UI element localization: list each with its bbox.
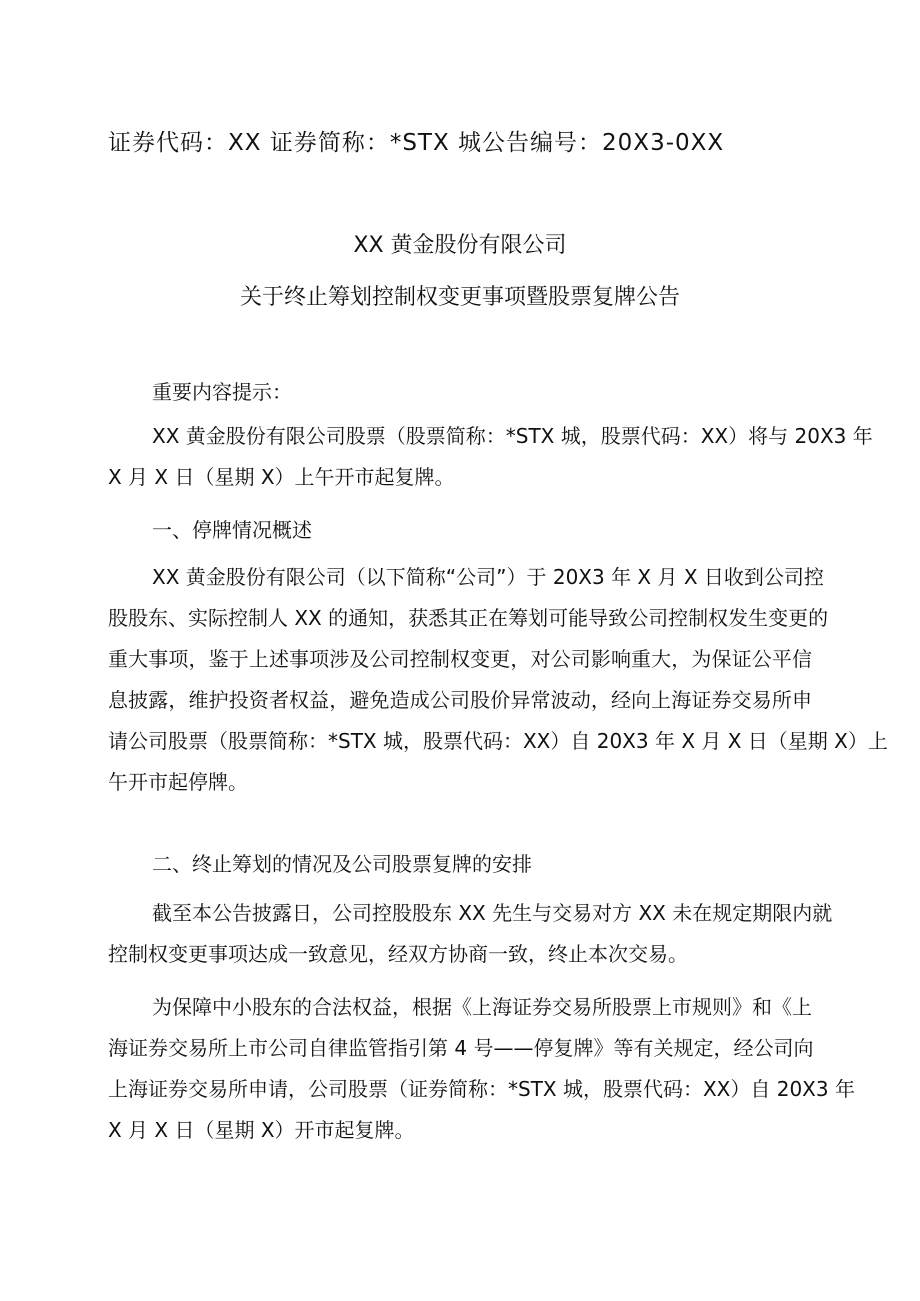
paragraph-line: 海证券交易所上市公司自律监管指引第 4 号——停复牌》等有关规定，经公司向 xyxy=(108,1036,814,1060)
announcement-title: 关于终止筹划控制权变更事项暨股票复牌公告 xyxy=(239,285,680,310)
paragraph-line: XX 黄金股份有限公司（以下简称“公司”）于 20X3 年 X 月 X 日收到公司控 xyxy=(152,565,824,589)
paragraph-line: 重大事项，鉴于上述事项涉及公司控制权变更，对公司影响重大，为保证公平信 xyxy=(108,647,812,671)
suspension-paragraph xyxy=(108,557,888,803)
paragraph-line: X 月 X 日（星期 X）上午开市起复牌。 xyxy=(108,465,455,489)
paragraph-line: 截至本公告披露日，公司控股股东 XX 先生与交易对方 XX 未在规定期限内就 xyxy=(152,901,833,925)
paragraph-line: 午开市起停牌。 xyxy=(108,770,248,794)
termination-paragraph xyxy=(108,893,833,975)
important-notice-paragraph xyxy=(108,416,873,498)
important-notice-label: 重要内容提示： xyxy=(152,380,292,404)
paragraph-line: 股股东、实际控制人 XX 的通知，获悉其正在筹划可能导致公司控制权发生变更的 xyxy=(108,606,829,630)
announcement-header: 证券代码：XX 证券简称：*STX 城公告编号：20X3-0XX xyxy=(108,130,725,156)
paragraph-line: 请公司股票（股票简称：*STX 城，股票代码：XX）自 20X3 年 X 月 X 日（星期 X）上 xyxy=(108,729,888,753)
paragraph-line: 上海证券交易所申请，公司股票（证券简称：*STX 城，股票代码：XX）自 20X3 年 xyxy=(108,1077,855,1101)
paragraph-line: 为保障中小股东的合法权益，根据《上海证券交易所股票上市规则》和《上 xyxy=(152,995,812,1019)
section-heading-suspension: 一、停牌情况概述 xyxy=(152,518,312,542)
paragraph-line: 控制权变更事项达成一致意见，经双方协商一致，终止本次交易。 xyxy=(108,942,688,966)
paragraph-line: XX 黄金股份有限公司股票（股票简称：*STX 城，股票代码：XX）将与 20X3 年 xyxy=(152,424,873,448)
company-title: XX 黄金股份有限公司 xyxy=(353,233,567,258)
resumption-paragraph xyxy=(108,987,855,1151)
paragraph-line: 息披露，维护投资者权益，避免造成公司股价异常波动，经向上海证券交易所申 xyxy=(108,688,812,712)
section-heading-termination: 二、终止筹划的情况及公司股票复牌的安排 xyxy=(152,852,532,876)
paragraph-line: X 月 X 日（星期 X）开市起复牌。 xyxy=(108,1118,415,1142)
